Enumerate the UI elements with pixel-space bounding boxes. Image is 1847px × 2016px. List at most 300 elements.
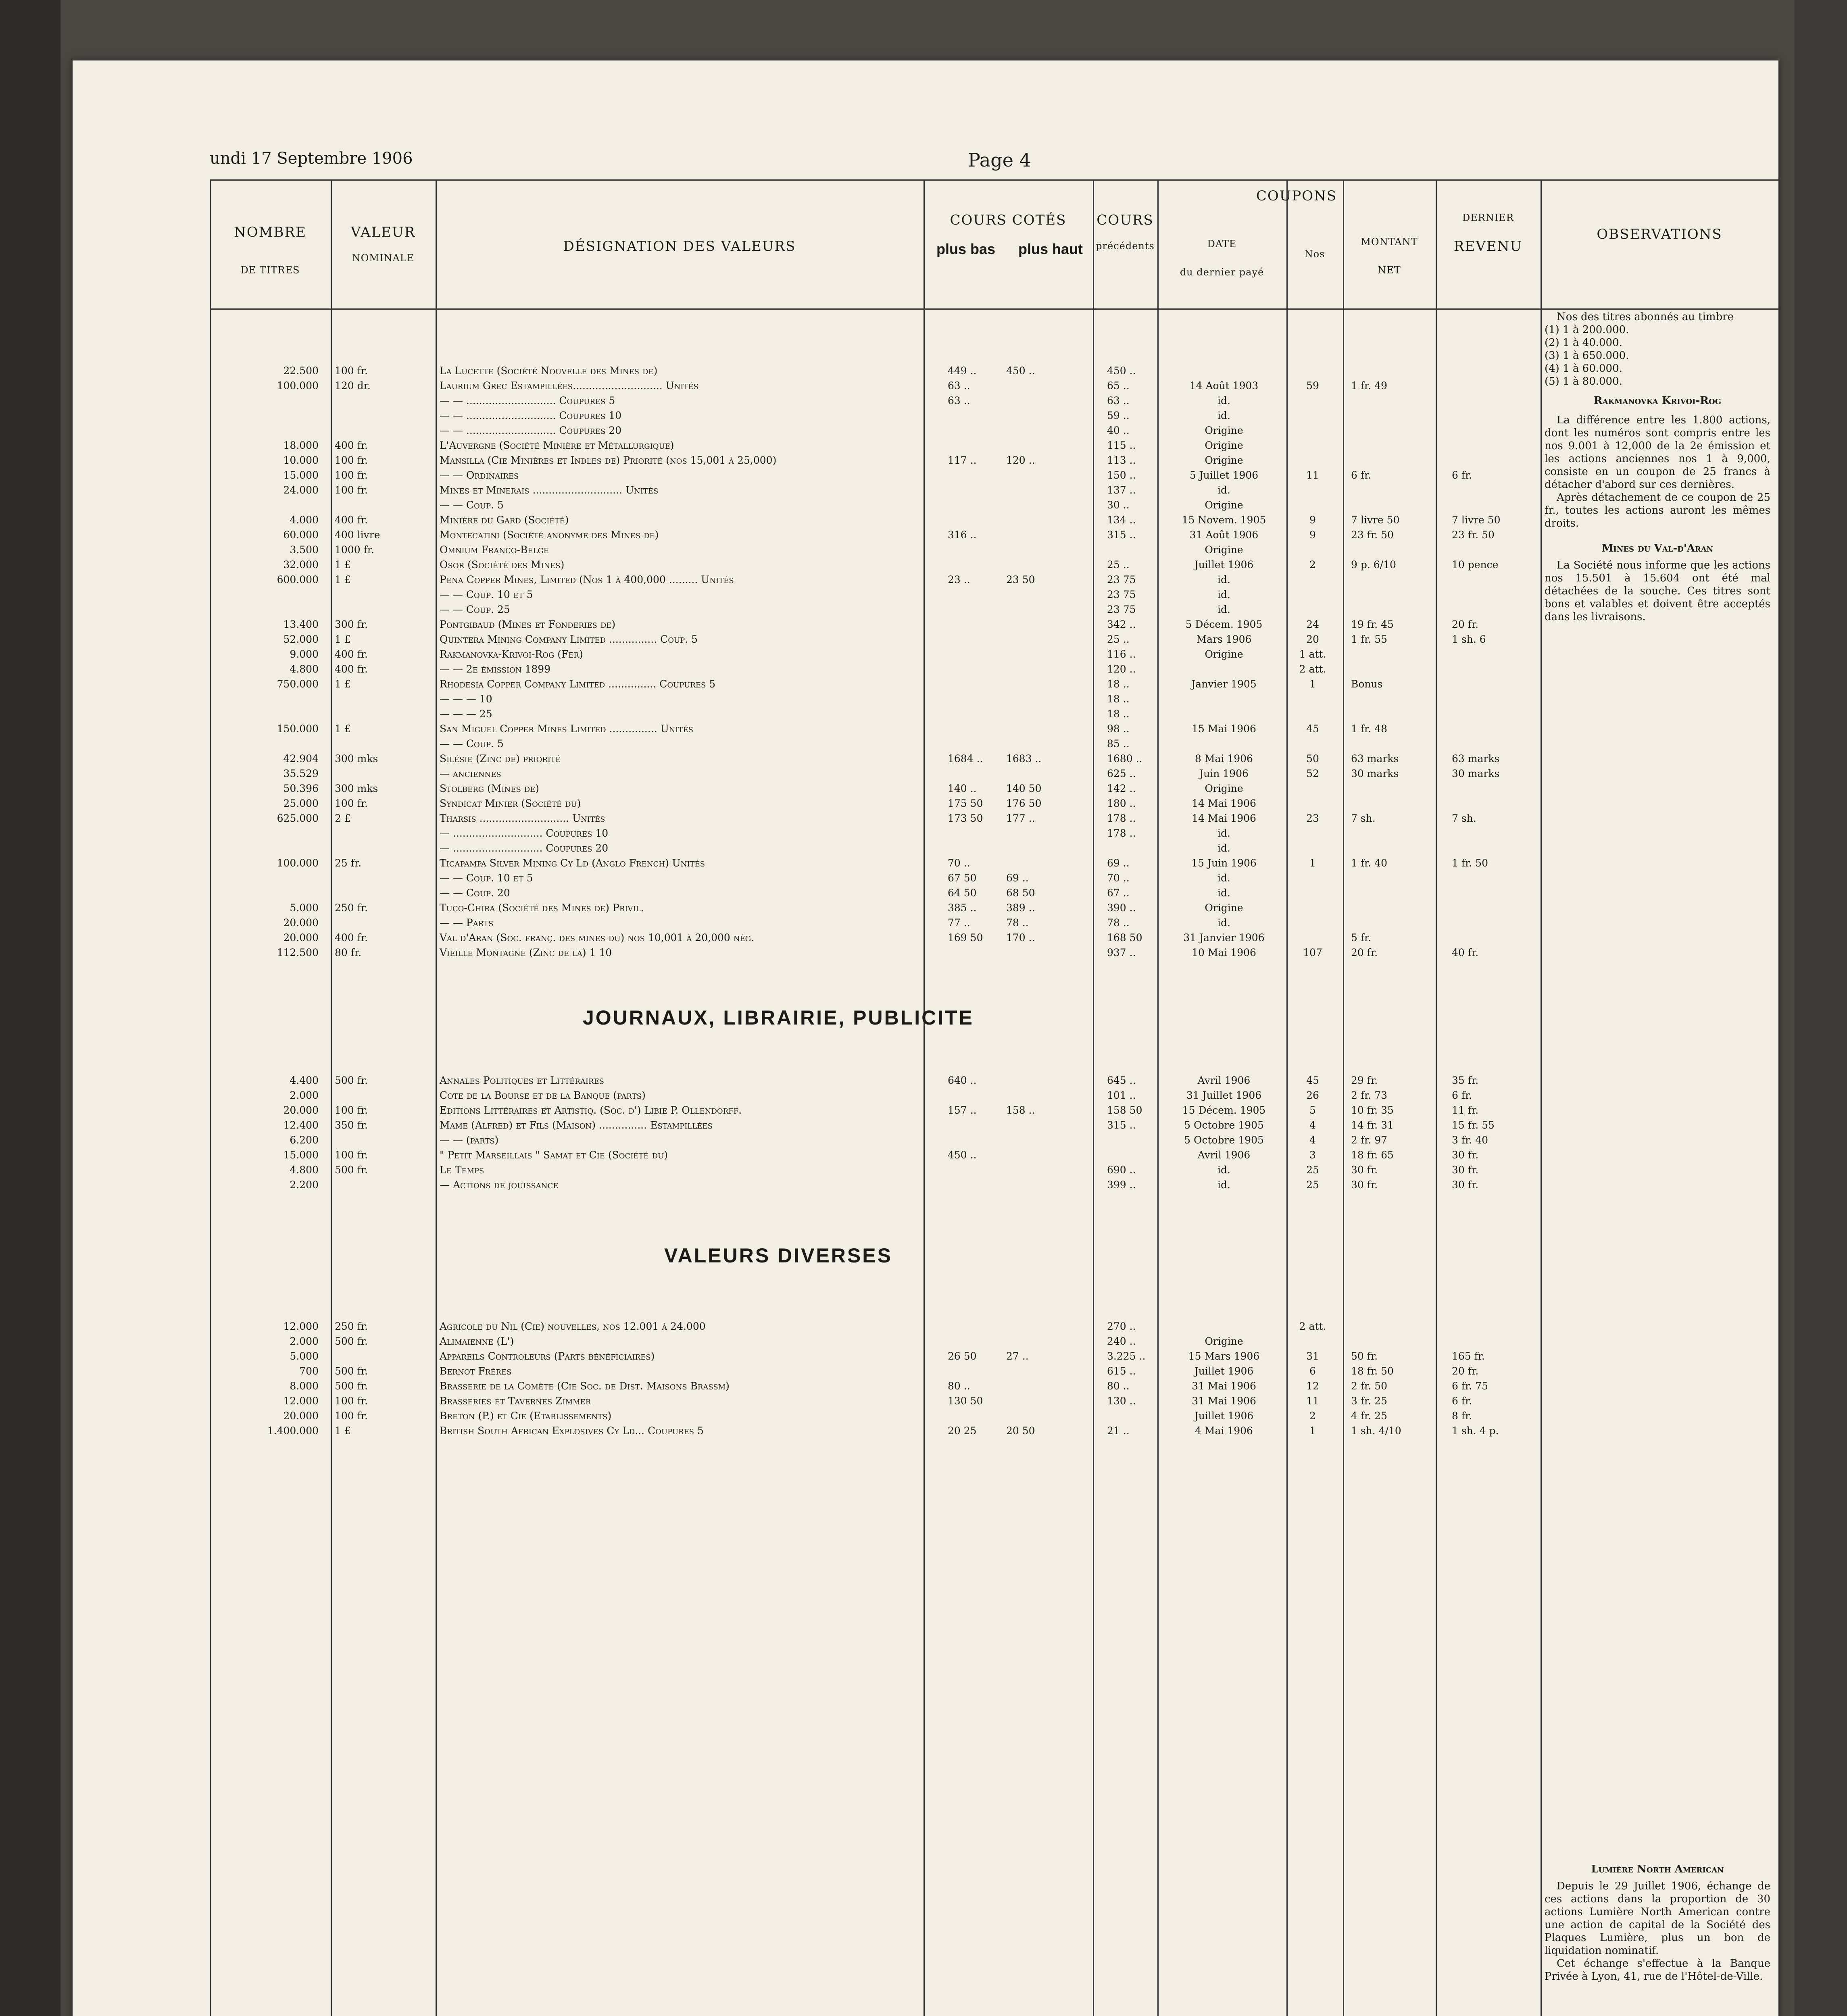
cell-plus-haut: 389 .. xyxy=(1006,902,1035,914)
scanner-edge-left xyxy=(0,0,60,2016)
cell-nombre: 35.529 xyxy=(283,768,319,779)
table-row xyxy=(210,723,1778,735)
cell-date: Origine xyxy=(1205,544,1243,556)
cell-designation: — — Parts xyxy=(440,917,494,929)
cell-designation: Quintera Mining Company Limited ............... Coup. 5 xyxy=(440,633,698,645)
cell-designation: British South African Explosives Cy Ld... Coupures 5 xyxy=(440,1425,704,1437)
cell-nombre: 4.800 xyxy=(290,663,319,675)
cell-nombre: 600.000 xyxy=(277,574,319,585)
cell-designation: Bernot Frères xyxy=(440,1365,512,1377)
table-row xyxy=(210,559,1778,571)
cell-plus-bas: 130 50 xyxy=(948,1395,983,1407)
obs-rak-text: La différence entre les 1.800 actions, dont les numéros sont compris entre les nos 9.001 à 12,000 de la 2e émission et les actions anciennes nos 1 à 9,000, consiste en un coupon de 25 francs à détacher d'abord sur ces dernières. xyxy=(1545,414,1770,491)
table-row xyxy=(210,768,1778,780)
cell-precedent: 80 .. xyxy=(1107,1380,1130,1392)
cell-montant: 20 fr. xyxy=(1351,947,1378,958)
cell-valeur: 250 fr. xyxy=(335,902,368,914)
cell-revenu: 1 sh. 4 p. xyxy=(1452,1425,1499,1437)
cell-valeur: 120 dr. xyxy=(335,380,371,392)
cell-precedent: 134 .. xyxy=(1107,514,1136,526)
cell-precedent: 23 75 xyxy=(1107,604,1136,615)
cell-revenu: 20 fr. xyxy=(1452,619,1479,630)
cell-numero: 31 xyxy=(1306,1350,1319,1362)
table-row xyxy=(210,529,1778,541)
cell-precedent: 178 .. xyxy=(1107,812,1136,824)
cell-plus-haut: 170 .. xyxy=(1006,932,1035,943)
cell-precedent: 315 .. xyxy=(1107,1119,1136,1131)
cell-plus-bas: 449 .. xyxy=(948,365,977,377)
cell-precedent: 85 .. xyxy=(1107,738,1130,750)
cell-montant: 5 fr. xyxy=(1351,932,1372,943)
cell-plus-haut: 158 .. xyxy=(1006,1104,1035,1116)
cell-designation: Rakmanovka-Krivoi-Rog (Fer) xyxy=(440,648,583,660)
cell-nombre: 10.000 xyxy=(283,454,319,466)
table-row xyxy=(210,783,1778,795)
section-diverses: VALEURS DIVERSES xyxy=(664,1244,892,1267)
cell-designation: San Miguel Copper Mines Limited ............... Unités xyxy=(440,723,694,735)
table-row xyxy=(210,678,1778,690)
table-row xyxy=(210,1164,1778,1176)
cell-montant: 18 fr. 50 xyxy=(1351,1365,1394,1377)
cell-designation: Appareils Controleurs (Parts bénéficiaires) xyxy=(440,1350,655,1362)
cell-precedent: 78 .. xyxy=(1107,917,1130,929)
cell-plus-bas: 77 .. xyxy=(948,917,970,929)
cell-nombre: 12.000 xyxy=(283,1395,319,1407)
quotation-table xyxy=(210,179,1778,2016)
cell-date: Origine xyxy=(1205,902,1243,914)
cell-numero: 2 att. xyxy=(1299,663,1326,675)
table-row xyxy=(210,827,1778,839)
cell-numero: 11 xyxy=(1306,469,1319,481)
table-row xyxy=(210,1179,1778,1191)
cell-designation: La Lucette (Société Nouvelle des Mines de) xyxy=(440,365,658,377)
cell-plus-bas: 316 .. xyxy=(948,529,977,541)
col-nombre: NOMBRE xyxy=(234,224,306,240)
cell-revenu: 10 pence xyxy=(1452,559,1499,571)
cell-nombre: 25.000 xyxy=(283,798,319,809)
cell-valeur: 100 fr. xyxy=(335,1410,368,1422)
cell-precedent: 240 .. xyxy=(1107,1335,1136,1347)
obs-lum-text2: Cet échange s'effectue à la Banque Privée à Lyon, 41, rue de l'Hôtel-de-Ville. xyxy=(1545,1958,1770,1983)
cell-montant: 1 fr. 40 xyxy=(1351,857,1388,869)
cell-designation: — — — 25 xyxy=(440,708,492,720)
cell-date: 5 Décem. 1905 xyxy=(1185,619,1263,630)
cell-numero: 2 xyxy=(1309,1410,1316,1422)
cell-precedent: 18 .. xyxy=(1107,708,1130,720)
cell-revenu: 63 marks xyxy=(1452,753,1500,764)
cell-montant: 7 livre 50 xyxy=(1351,514,1400,526)
cell-plus-haut: 68 50 xyxy=(1006,887,1035,899)
cell-precedent: 390 .. xyxy=(1107,902,1136,914)
cell-nombre: 750.000 xyxy=(277,678,319,690)
cell-precedent: 342 .. xyxy=(1107,619,1136,630)
cell-designation: — — ............................ Coupures 10 xyxy=(440,410,622,421)
cell-designation: — — Coup. 20 xyxy=(440,887,510,899)
cell-designation: Mansilla (Cie Minières et Indles de) Priorité (nos 15,001 à 25,000) xyxy=(440,454,777,466)
table-row xyxy=(210,812,1778,825)
cell-designation: Tuco-Chira (Société des Mines de) Privil. xyxy=(440,902,644,914)
col-cours-cotes: COURS COTÉS xyxy=(950,212,1067,228)
cell-montant: 3 fr. 25 xyxy=(1351,1395,1388,1407)
table-row xyxy=(210,499,1778,511)
cell-designation: — Actions de jouissance xyxy=(440,1179,559,1191)
cell-plus-bas: 450 .. xyxy=(948,1149,977,1161)
cell-date: 10 Mai 1906 xyxy=(1192,947,1256,958)
cell-nombre: 15.000 xyxy=(283,1149,319,1161)
cell-nombre: 22.500 xyxy=(283,365,319,377)
cell-valeur: 100 fr. xyxy=(335,454,368,466)
cell-plus-bas: 157 .. xyxy=(948,1104,977,1116)
cell-montant: 1 sh. 4/10 xyxy=(1351,1425,1401,1437)
cell-precedent: 3.225 .. xyxy=(1107,1350,1146,1362)
cell-revenu: 1 fr. 50 xyxy=(1452,857,1488,869)
cell-designation: — — 2e émission 1899 xyxy=(440,663,551,675)
obs-abonnes-4: (4) 1 à 60.000. xyxy=(1545,362,1622,375)
table-row xyxy=(210,439,1778,452)
cell-designation: Val d'Aran (Soc. franç. des mines du) nos 10,001 à 20,000 nég. xyxy=(440,932,754,943)
cell-precedent: 21 .. xyxy=(1107,1425,1130,1437)
cell-designation: — — Coup. 25 xyxy=(440,604,510,615)
cell-montant: 50 fr. xyxy=(1351,1350,1378,1362)
cell-montant: 23 fr. 50 xyxy=(1351,529,1394,541)
cell-designation: Rhodesia Copper Company Limited ............... Coupures 5 xyxy=(440,678,716,690)
cell-nombre: 100.000 xyxy=(277,857,319,869)
table-row xyxy=(210,1134,1778,1146)
cell-precedent: 23 75 xyxy=(1107,574,1136,585)
cell-precedent: 69 .. xyxy=(1107,857,1130,869)
table-row xyxy=(210,1380,1778,1392)
cell-date: Janvier 1905 xyxy=(1191,678,1257,690)
cell-nombre: 13.400 xyxy=(283,619,319,630)
cell-nombre: 150.000 xyxy=(277,723,319,735)
cell-date: Mars 1906 xyxy=(1196,633,1252,645)
cell-revenu: 7 sh. xyxy=(1452,812,1476,824)
table-row xyxy=(210,1395,1778,1407)
cell-plus-haut: 69 .. xyxy=(1006,872,1029,884)
cell-designation: Tharsis ............................ Unités xyxy=(440,812,605,824)
cell-plus-haut: 1683 .. xyxy=(1006,753,1042,764)
cell-valeur: 300 mks xyxy=(335,753,378,764)
cell-montant: 6 fr. xyxy=(1351,469,1372,481)
cell-designation: Mame (Alfred) et Fils (Maison) ............... Estampillées xyxy=(440,1119,713,1131)
table-row xyxy=(210,798,1778,810)
table-row xyxy=(210,663,1778,675)
cell-date: Juillet 1906 xyxy=(1194,1410,1254,1422)
cell-nombre: 24.000 xyxy=(283,484,319,496)
cell-plus-bas: 169 50 xyxy=(948,932,983,943)
cell-date: id. xyxy=(1217,842,1230,854)
cell-revenu: 3 fr. 40 xyxy=(1452,1134,1488,1146)
cell-valeur: 1 £ xyxy=(335,574,351,585)
obs-lum-title: Lumière North American xyxy=(1591,1863,1724,1875)
table-row xyxy=(210,619,1778,631)
table-row xyxy=(210,648,1778,660)
cell-montant: 30 fr. xyxy=(1351,1164,1378,1176)
cell-precedent: 23 75 xyxy=(1107,589,1136,600)
cell-numero: 107 xyxy=(1303,947,1322,958)
cell-precedent: 270 .. xyxy=(1107,1320,1136,1332)
cell-date: 5 Juillet 1906 xyxy=(1189,469,1259,481)
table-row xyxy=(210,454,1778,467)
cell-revenu: 165 fr. xyxy=(1452,1350,1485,1362)
cell-precedent: 101 .. xyxy=(1107,1089,1136,1101)
table-row xyxy=(210,738,1778,750)
cell-date: 31 Août 1906 xyxy=(1189,529,1259,541)
cell-designation: Laurium Grec Estampillées............................ Unités xyxy=(440,380,698,392)
cell-nombre: 8.000 xyxy=(290,1380,319,1392)
cell-nombre: 4.400 xyxy=(290,1075,319,1086)
cell-precedent: 150 .. xyxy=(1107,469,1136,481)
cell-nombre: 2.000 xyxy=(290,1089,319,1101)
cell-precedent: 142 .. xyxy=(1107,783,1136,794)
cell-nombre: 100.000 xyxy=(277,380,319,392)
cell-nombre: 20.000 xyxy=(283,1410,319,1422)
cell-designation: Osor (Société des Mines) xyxy=(440,559,565,571)
cell-designation: — — ............................ Coupures 5 xyxy=(440,395,615,406)
cell-nombre: 15.000 xyxy=(283,469,319,481)
cell-precedent: 67 .. xyxy=(1107,887,1130,899)
cell-nombre: 32.000 xyxy=(283,559,319,571)
table-row xyxy=(210,708,1778,720)
cell-nombre: 5.000 xyxy=(290,1350,319,1362)
table-row xyxy=(210,1350,1778,1362)
table-row xyxy=(210,484,1778,496)
cell-revenu: 6 fr. xyxy=(1452,1089,1472,1101)
obs-val-text: La Société nous informe que les actions nos 15.501 à 15.604 ont été mal détachées de la souche. Ces titres sont bons et valables et doivent être acceptés dans les livraisons. xyxy=(1545,559,1770,623)
cell-valeur: 400 fr. xyxy=(335,663,368,675)
cell-nombre: 112.500 xyxy=(277,947,319,958)
cell-date: 15 Décem. 1905 xyxy=(1182,1104,1266,1116)
cell-plus-bas: 20 25 xyxy=(948,1425,977,1437)
table-row xyxy=(210,753,1778,765)
cell-montant: 30 fr. xyxy=(1351,1179,1378,1191)
cell-valeur: 500 fr. xyxy=(335,1365,368,1377)
cell-designation: — — Coup. 5 xyxy=(440,499,504,511)
cell-valeur: 1000 fr. xyxy=(335,544,374,556)
cell-nombre: 2.200 xyxy=(290,1179,319,1191)
obs-abonnes-2: (2) 1 à 40.000. xyxy=(1545,337,1622,349)
cell-numero: 45 xyxy=(1306,723,1319,735)
cell-designation: — ............................ Coupures 10 xyxy=(440,827,609,839)
cell-valeur: 100 fr. xyxy=(335,1104,368,1116)
cell-valeur: 400 fr. xyxy=(335,439,368,451)
cell-valeur: 2 £ xyxy=(335,812,351,824)
cell-valeur: 100 fr. xyxy=(335,469,368,481)
cell-numero: 59 xyxy=(1306,380,1319,392)
cell-nombre: 625.000 xyxy=(277,812,319,824)
cell-valeur: 1 £ xyxy=(335,678,351,690)
cell-designation: — — Coup. 10 et 5 xyxy=(440,589,533,600)
cell-revenu: 20 fr. xyxy=(1452,1365,1479,1377)
cell-designation: Editions Littéraires et Artistiq. (Soc. d') Libie P. Ollendorff. xyxy=(440,1104,742,1116)
cell-date: Origine xyxy=(1205,499,1243,511)
cell-designation: L'Auvergne (Société Minière et Métallurgique) xyxy=(440,439,674,451)
cell-plus-haut: 176 50 xyxy=(1006,798,1042,809)
col-dernier: DERNIER xyxy=(1462,212,1514,223)
table-row xyxy=(210,1425,1778,1437)
cell-plus-haut: 450 .. xyxy=(1006,365,1035,377)
cell-date: id. xyxy=(1217,887,1230,899)
cell-date: id. xyxy=(1217,917,1230,929)
cell-plus-bas: 1684 .. xyxy=(948,753,983,764)
cell-precedent: 70 .. xyxy=(1107,872,1130,884)
cell-nombre: 6.200 xyxy=(290,1134,319,1146)
table-row xyxy=(210,544,1778,556)
table-row xyxy=(210,589,1778,601)
cell-date: Origine xyxy=(1205,454,1243,466)
cell-precedent: 137 .. xyxy=(1107,484,1136,496)
cell-numero: 1 att. xyxy=(1299,648,1326,660)
cell-numero: 26 xyxy=(1306,1089,1319,1101)
cell-designation: — — Coup. 10 et 5 xyxy=(440,872,533,884)
cell-date: 31 Mai 1906 xyxy=(1192,1395,1256,1407)
cell-nombre: 60.000 xyxy=(283,529,319,541)
cell-date: 14 Mai 1906 xyxy=(1192,812,1256,824)
cell-plus-bas: 67 50 xyxy=(948,872,977,884)
cell-montant: Bonus xyxy=(1351,678,1383,690)
cell-plus-haut: 177 .. xyxy=(1006,812,1035,824)
cell-nombre: 20.000 xyxy=(283,932,319,943)
cell-precedent: 315 .. xyxy=(1107,529,1136,541)
cell-montant: 7 sh. xyxy=(1351,812,1376,824)
cell-designation: Mines et Minerais ............................ Unités xyxy=(440,484,659,496)
cell-valeur: 400 fr. xyxy=(335,514,368,526)
obs-rak-text2: Après détachement de ce coupon de 25 fr., toutes les actions auront les mêmes droits. xyxy=(1545,492,1770,529)
cell-montant: 1 fr. 55 xyxy=(1351,633,1388,645)
cell-precedent: 120 .. xyxy=(1107,663,1136,675)
cell-precedent: 113 .. xyxy=(1107,454,1136,466)
cell-date: Juillet 1906 xyxy=(1194,559,1254,571)
cell-date: id. xyxy=(1217,1164,1230,1176)
cell-valeur: 100 fr. xyxy=(335,484,368,496)
cell-designation: Pontgibaud (Mines et Fonderies de) xyxy=(440,619,616,630)
col-date: DATE xyxy=(1207,238,1237,250)
col-dernier-paye: du dernier payé xyxy=(1180,267,1264,278)
cell-revenu: 35 fr. xyxy=(1452,1075,1479,1086)
cell-precedent: 625 .. xyxy=(1107,768,1136,779)
cell-designation: Agricole du Nil (Cie) nouvelles, nos 12.001 à 24.000 xyxy=(440,1320,706,1332)
cell-numero: 9 xyxy=(1309,529,1316,541)
table-row xyxy=(210,380,1778,392)
cell-revenu: 15 fr. 55 xyxy=(1452,1119,1495,1131)
cell-valeur: 100 fr. xyxy=(335,798,368,809)
cell-plus-bas: 63 .. xyxy=(948,380,970,392)
cell-revenu: 30 fr. xyxy=(1452,1164,1479,1176)
cell-numero: 4 xyxy=(1309,1134,1316,1146)
cell-date: Origine xyxy=(1205,648,1243,660)
cell-valeur: 300 mks xyxy=(335,783,378,794)
cell-precedent: 25 .. xyxy=(1107,559,1130,571)
section-journaux: JOURNAUX, LIBRAIRIE, PUBLICITE xyxy=(582,1006,974,1029)
cell-valeur: 1 £ xyxy=(335,633,351,645)
table-row xyxy=(210,947,1778,959)
table-row xyxy=(210,1320,1778,1333)
cell-designation: Le Temps xyxy=(440,1164,484,1176)
cell-date: Origine xyxy=(1205,1335,1243,1347)
table-row xyxy=(210,917,1778,929)
cell-numero: 25 xyxy=(1306,1179,1319,1191)
cell-revenu: 6 fr. xyxy=(1452,469,1472,481)
obs-lum-text: Depuis le 29 Juillet 1906, échange de ces actions dans la proportion de 30 actions Lumière North American contre une action de capital de la Société des Plaques Lumière, plus un bon de liquidation nominatif. xyxy=(1545,1880,1770,1957)
cell-nombre: 3.500 xyxy=(290,544,319,556)
cell-designation: — — Coup. 5 xyxy=(440,738,504,750)
table-row xyxy=(210,932,1778,944)
cell-precedent: 65 .. xyxy=(1107,380,1130,392)
cell-precedent: 63 .. xyxy=(1107,395,1130,406)
cell-date: id. xyxy=(1217,827,1230,839)
cell-plus-bas: 117 .. xyxy=(948,454,977,466)
cell-numero: 25 xyxy=(1306,1164,1319,1176)
cell-revenu: 40 fr. xyxy=(1452,947,1479,958)
cell-valeur: 100 fr. xyxy=(335,365,368,377)
cell-nombre: 4.000 xyxy=(290,514,319,526)
table-row xyxy=(210,1149,1778,1161)
table-row xyxy=(210,1119,1778,1131)
cell-plus-bas: 26 50 xyxy=(948,1350,977,1362)
cell-plus-haut: 20 50 xyxy=(1006,1425,1035,1437)
cell-valeur: 400 fr. xyxy=(335,648,368,660)
cell-valeur: 500 fr. xyxy=(335,1335,368,1347)
cell-precedent: 178 .. xyxy=(1107,827,1136,839)
cell-plus-haut: 78 .. xyxy=(1006,917,1029,929)
cell-plus-bas: 64 50 xyxy=(948,887,977,899)
cell-date: 31 Janvier 1906 xyxy=(1183,932,1265,943)
cell-valeur: 400 fr. xyxy=(335,932,368,943)
cell-designation: Omnium Franco-Belge xyxy=(440,544,549,556)
col-revenu: REVENU xyxy=(1453,238,1523,254)
cell-plus-bas: 70 .. xyxy=(948,857,970,869)
cell-nombre: 52.000 xyxy=(283,633,319,645)
cell-valeur: 25 fr. xyxy=(335,857,362,869)
col-valeur: VALEUR xyxy=(350,224,416,240)
cell-nombre: 5.000 xyxy=(290,902,319,914)
cell-numero: 23 xyxy=(1306,812,1319,824)
cell-date: 14 Mai 1906 xyxy=(1192,798,1256,809)
cell-designation: Brasserie de la Comète (Cie Soc. de Dist. Maisons Brassm) xyxy=(440,1380,730,1392)
cell-revenu: 30 marks xyxy=(1452,768,1500,779)
cell-numero: 52 xyxy=(1306,768,1319,779)
col-observations: OBSERVATIONS xyxy=(1597,226,1722,242)
cell-plus-haut: 140 50 xyxy=(1006,783,1042,794)
cell-montant: 10 fr. 35 xyxy=(1351,1104,1394,1116)
cell-montant: 30 marks xyxy=(1351,768,1399,779)
cell-revenu: 7 livre 50 xyxy=(1452,514,1501,526)
cell-precedent: 98 .. xyxy=(1107,723,1130,735)
scanner-edge-right xyxy=(1795,0,1847,2016)
cell-date: Juillet 1906 xyxy=(1194,1365,1254,1377)
cell-revenu: 30 fr. xyxy=(1452,1179,1479,1191)
cell-valeur: 100 fr. xyxy=(335,1149,368,1161)
cell-valeur: 1 £ xyxy=(335,723,351,735)
cell-designation: Silésie (Zinc de) priorité xyxy=(440,753,561,764)
cell-precedent: 158 50 xyxy=(1107,1104,1142,1116)
cell-date: 5 Octobre 1905 xyxy=(1184,1119,1264,1131)
cell-date: 5 Octobre 1905 xyxy=(1184,1134,1264,1146)
cell-montant: 2 fr. 97 xyxy=(1351,1134,1388,1146)
cell-precedent: 30 .. xyxy=(1107,499,1130,511)
table-row xyxy=(210,887,1778,899)
cell-precedent: 40 .. xyxy=(1107,425,1130,436)
cell-precedent: 18 .. xyxy=(1107,693,1130,705)
cell-numero: 4 xyxy=(1309,1119,1316,1131)
cell-numero: 2 xyxy=(1309,559,1316,571)
cell-montant: 1 fr. 48 xyxy=(1351,723,1388,735)
cell-montant: 2 fr. 50 xyxy=(1351,1380,1388,1392)
cell-designation: Brasseries et Tavernes Zimmer xyxy=(440,1395,591,1407)
cell-numero: 1 xyxy=(1309,1425,1316,1437)
cell-plus-bas: 385 .. xyxy=(948,902,977,914)
table-row xyxy=(210,514,1778,526)
